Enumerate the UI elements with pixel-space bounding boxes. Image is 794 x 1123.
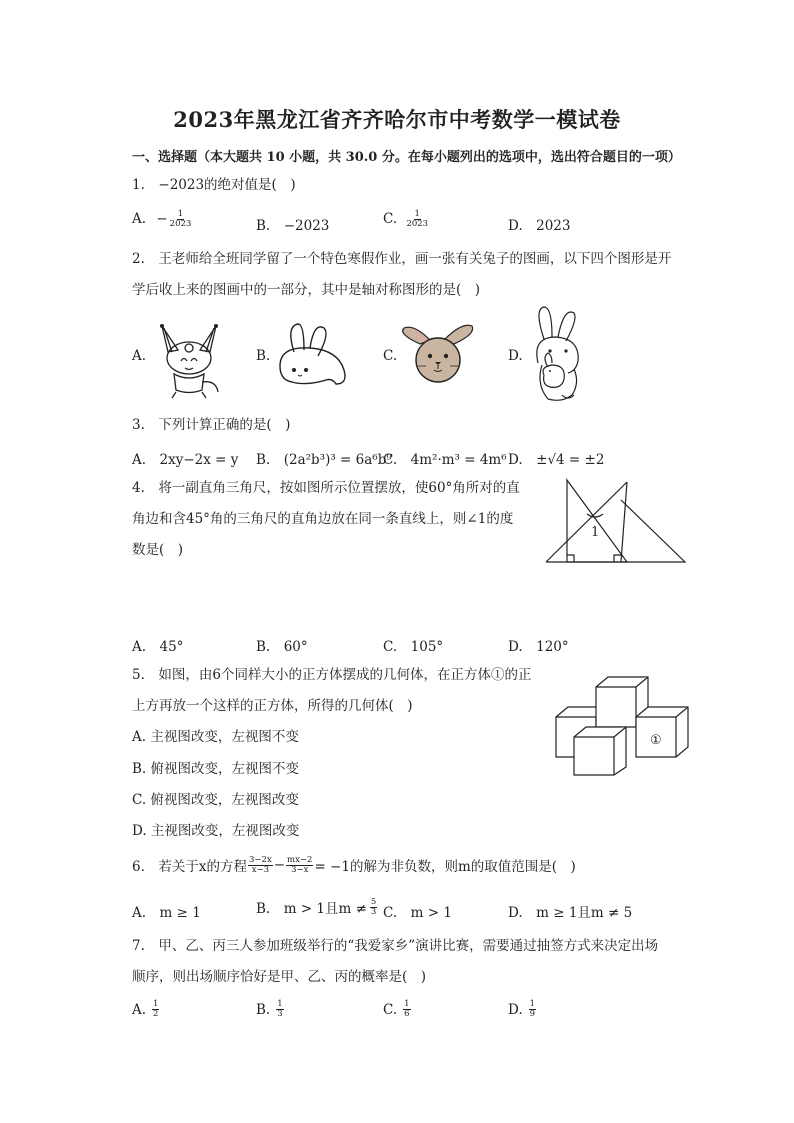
q4-option-b: B. 60° — [256, 639, 308, 655]
q6-fraction-1: $\frac{3-2x}{x-3}$ — [249, 854, 272, 875]
question-4-stem-line2: 角边和含45°角的三角尺的直角边放在同一条直线上，则∠1的度 — [132, 511, 514, 527]
triangle-rulers-figure — [545, 480, 690, 566]
two-bunnies-drawing — [526, 305, 588, 405]
bunny-face-drawing — [400, 322, 484, 386]
question-4-stem-line1: 4. 将一副直角三角尺，按如图所示位置摆放，使60°角所对的直 — [132, 480, 520, 496]
page-title: 2023年黑龙江省齐齐哈尔市中考数学一模试卷 — [173, 107, 621, 132]
q1-a-fraction: $\frac{1}{2023}$ — [169, 209, 192, 229]
q3-option-c: C. 4m²·m³ = 4m⁶ — [383, 452, 507, 468]
q5-option-d: D. 主视图改变，左视图改变 — [132, 823, 300, 839]
question-2-stem-line2: 学后收上来的图画中的一部分，其中是轴对称图形的是( ) — [132, 282, 481, 298]
q6-option-a: A. m ≥ 1 — [132, 905, 201, 921]
q3-option-b: B. (2a²b³)³ = 6a⁶b⁹ — [256, 452, 392, 468]
question-5-stem-line1: 5. 如图，由6个同样大小的正方体摆成的几何体，在正方体①的正 — [132, 667, 532, 683]
section-heading: 一、选择题（本大题共 10 小题，共 30.0 分。在每小题列出的选项中，选出符合题目的一项） — [132, 150, 681, 165]
angle-1-label: 1 — [591, 525, 600, 540]
q2-option-a-label: A. — [132, 348, 147, 364]
question-6-stem: 6. 若关于x的方程 $\frac{3-2x}{x-3}$ − $\frac{mx-2}{3-x}$ = −1的解为非负数，则m的取值范围是( ) — [132, 854, 576, 875]
q4-option-d: D. 120° — [508, 639, 569, 655]
q6-option-b: B. m > 1且m ≠ $\frac{5}{3}$ — [256, 896, 377, 917]
q4-option-c: C. 105° — [383, 639, 444, 655]
q7-option-b: B. $\frac{1}{3}$ — [256, 999, 283, 1019]
q6-fraction-2: $\frac{mx-2}{3-x}$ — [287, 854, 313, 875]
q1-option-a: A. − $\frac{1}{2023}$ — [132, 209, 192, 229]
q5-option-b: B. 俯视图改变，左视图不变 — [132, 761, 300, 777]
q1-option-d: D. 2023 — [508, 218, 571, 234]
q5-option-a: A. 主视图改变，左视图不变 — [132, 729, 299, 745]
question-5-stem-line2: 上方再放一个这样的正方体，所得的几何体( ) — [132, 698, 413, 714]
q7-option-c: C. $\frac{1}{6}$ — [383, 999, 410, 1019]
q3-option-d: D. ±√4 = ±2 — [508, 452, 605, 468]
q7-option-a: A. $\frac{1}{2}$ — [132, 999, 159, 1019]
question-7-stem-line1: 7. 甲、乙、丙三人参加班级举行的“我爱家乡”演讲比赛，需要通过抽签方式来决定出场 — [132, 938, 659, 954]
q2-option-c-label: C. — [383, 348, 398, 364]
q6-option-d: D. m ≥ 1且m ≠ 5 — [508, 905, 633, 921]
q7-option-d: D. $\frac{1}{9}$ — [508, 999, 536, 1019]
cubes-figure — [556, 665, 692, 777]
q1-option-b: B. −2023 — [256, 218, 330, 234]
bunny-lying-drawing — [272, 322, 352, 388]
question-4-stem-line3: 数是( ) — [132, 542, 184, 558]
question-1-stem: 1. −2023的绝对值是( ) — [132, 177, 296, 193]
question-2-stem-line1: 2. 王老师给全班同学留了一个特色寒假作业，画一张有关兔子的图画，以下四个图形是开 — [132, 251, 672, 267]
q1-option-c: C. $\frac{1}{2023}$ — [383, 209, 429, 229]
question-7-stem-line2: 顺序，则出场顺序恰好是甲、乙、丙的概率是( ) — [132, 969, 427, 985]
kuromi-drawing — [150, 312, 228, 400]
cube-1-label: ① — [650, 733, 662, 748]
q6-option-c: C. m > 1 — [383, 905, 452, 921]
q2-option-b-label: B. — [256, 348, 271, 364]
q2-option-d-label: D. — [508, 348, 523, 364]
q3-option-a: A. 2xy−2x = y — [132, 452, 239, 468]
question-3-stem: 3. 下列计算正确的是( ) — [132, 417, 291, 433]
q5-option-c: C. 俯视图改变，左视图改变 — [132, 792, 299, 808]
q4-option-a: A. 45° — [132, 639, 184, 655]
